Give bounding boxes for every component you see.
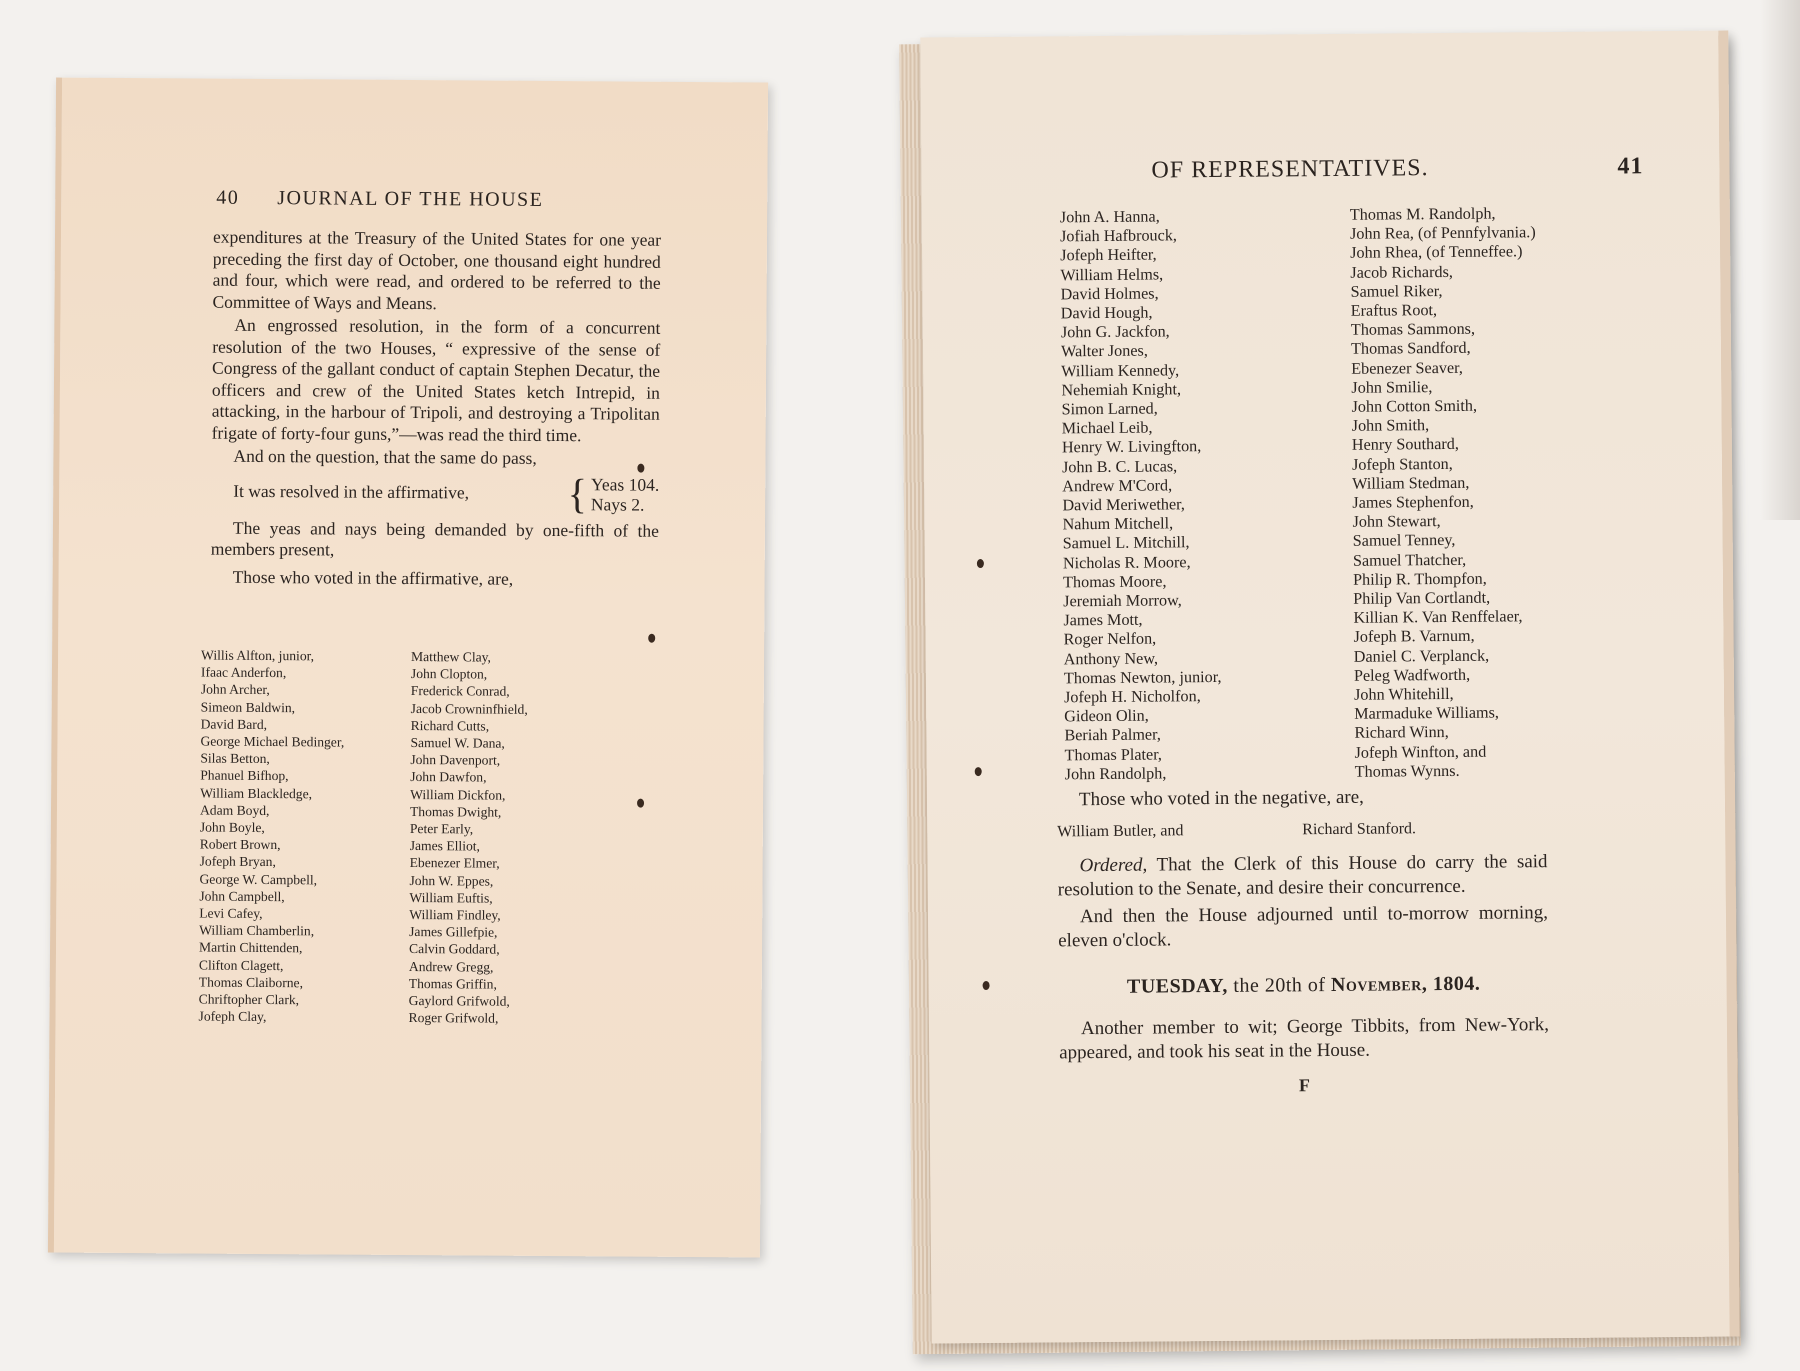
member-name: John Boyle, [199,819,265,836]
member-name: Clifton Clagett, [198,957,284,973]
member-name: Jofeph B. Varnum, [1353,627,1475,647]
member-name: William Euftis, [409,889,493,906]
member-name: Jofeph Winfton, and [1354,742,1487,762]
member-name: Nahum Mitchell, [1062,514,1174,534]
date-heading [1059,971,1549,999]
member-name: Frederick Conrad, [410,683,510,700]
member-name: John Whitehill, [1353,685,1454,704]
member-name: Anthony New, [1063,649,1159,668]
paragraph: The yeas and nays being demanded by one-fifth of the members present, [210,517,660,560]
member-paragraph: Another member to wit; George Tibbits, from New-York, appeared, and took his seat in the House. [1059,1014,1550,1064]
binding-hole [648,634,655,643]
member-name: Samuel W. Dana, [410,735,505,751]
right-page [920,30,1739,1343]
member-name: David Meriwether, [1062,495,1185,515]
member-name: Jeremiah Morrow, [1063,591,1182,611]
member-name: William Helms, [1060,265,1164,284]
member-name: James Mott, [1063,610,1143,630]
left-name-list [198,647,601,1028]
left-head-title: JOURNAL OF THE HOUSE [277,187,544,211]
member-name: Jofiah Hafbrouck, [1059,226,1178,246]
member-name: David Hough, [1060,303,1153,323]
name-column-1 [198,647,391,1027]
member-name: Marmaduke Williams, [1354,703,1500,724]
member-name: Ebenezer Elmer, [409,855,500,872]
member-name: Philip Van Cortlandt, [1353,588,1491,608]
name-column-1 [1060,206,1315,784]
member-name: John Cotton Smith, [1351,396,1478,416]
paragraph: expenditures at the Treasury of the United States for one year preceding the first day of October, one thousand eight hundred and four, which were read, and ordered to be referred to the Committee of Ways and Means. [212,226,662,313]
ordered-text: That the Clerk of this House do carry the said resolution to the Senate, and desire their concurrence. [1057,851,1548,901]
right-name-list [1060,204,1605,785]
left-page-number: 40 [216,186,240,209]
name-column-2 [408,648,601,1028]
member-name: Richard Cutts, [410,717,490,734]
member-name: Eraftus Root, [1350,301,1438,320]
member-name: Jacob Richards, [1350,262,1453,282]
member-name: Thomas Griffin, [408,975,497,992]
member-name: William Chamberlin, [199,922,315,939]
negative-heading: Those who voted in the negative, are, [1078,786,1364,811]
vote-tally [591,474,660,514]
member-name: Michael Leib, [1061,418,1153,438]
member-name: Richard Winn, [1354,723,1449,743]
member-name: Samuel Riker, [1350,281,1443,301]
member-name: Thomas Plater, [1064,745,1163,765]
member-name: John Rea, (of Pennfylvania.) [1349,223,1536,244]
binding-hole [975,767,982,776]
date-mid: the 20th of [1233,974,1326,997]
yeas-count: Yeas 104. [590,473,660,495]
member-name: John Campbell, [199,888,285,904]
member-name: William Kennedy, [1061,360,1180,380]
adjourn-paragraph: And then the House adjourned until to-morrow morning, eleven o'clock. [1058,902,1549,952]
member-name: Jofeph Stanton, [1351,454,1453,474]
member-name: William Stedman, [1352,473,1470,493]
date-year: 1804. [1432,972,1481,996]
member-name: John Stewart, [1352,512,1441,532]
member-name: Samuel Thatcher, [1352,550,1467,570]
member-name: Peter Early, [409,821,474,837]
member-name: Ebenezer Seaver, [1351,358,1463,378]
member-name: Willis Alfton, junior, [201,647,315,664]
member-name: Martin Chittenden, [198,940,303,956]
member-name: Samuel L. Mitchill, [1062,533,1190,553]
member-name: Nicholas R. Moore, [1062,552,1191,572]
member-name: Jofeph Bryan, [199,853,276,870]
member-name: John Smilie, [1351,377,1433,397]
negative-names [1057,816,1547,844]
member-name: Henry W. Livingfton, [1061,437,1202,457]
member-name: Calvin Goddard, [408,941,500,958]
member-name: Gaylord Grifwold, [408,993,510,1009]
member-name: James Stephenfon, [1352,492,1474,512]
member-name: Andrew M'Cord, [1062,476,1173,496]
vote-result [211,469,660,517]
member-name: John A. Hanna, [1059,207,1160,227]
member-name: Thomas Sandford, [1350,339,1471,359]
right-body-text [1057,784,1550,1102]
binding-hole [637,799,644,808]
right-running-head [1151,153,1671,185]
member-name: Peleg Wadfworth, [1353,665,1471,685]
paragraph: An engrossed resolution, in the form of a concurrent resolution of the two Houses, “ expressive of the sense of Congress of the gallant conduct of captain Stephen Decatur, the officers and crew of the United States ketch Intrepid, in attacking, in the harbour of Tripoli, and destroying a Tripolitan frigate of forty-four guns,”—was read the third time. [211,314,661,445]
date-month: November, [1330,973,1428,997]
member-name: Andrew Gregg, [408,958,494,975]
member-name: Simon Larned, [1061,399,1158,419]
member-name: Philip R. Thompfon, [1352,569,1487,589]
member-name: John Randolph, [1064,764,1167,784]
member-name: Walter Jones, [1060,341,1148,361]
resolved-text: It was resolved in the affirmative, [233,480,470,503]
member-name: Gideon Olin, [1064,706,1149,726]
member-name: Roger Grifwold, [408,1010,499,1026]
name-column-2 [1350,204,1605,782]
member-name: Thomas Sammons, [1350,319,1476,340]
member-name: Daniel C. Verplanck, [1353,646,1490,666]
left-body-text [211,227,662,593]
member-name: David Holmes, [1060,284,1159,304]
member-name: Levi Cafey, [199,905,263,922]
member-name: John Clopton, [410,666,488,682]
member-name: John B. C. Lucas, [1061,456,1178,476]
member-name: Jacob Crowninfhield, [410,700,528,717]
date-day: TUESDAY, [1126,974,1228,998]
member-name: Simeon Baldwin, [200,699,296,715]
member-name: Ifaac Anderfon, [200,664,287,681]
member-name: Phanuel Bifhop, [200,767,289,784]
brace-glyph: { [567,469,588,517]
member-name: James Gillefpie, [409,924,498,940]
binding-hole [983,981,990,990]
member-name: Beriah Palmer, [1064,725,1161,745]
member-name: John Rhea, (of Tenneffee.) [1350,242,1523,263]
member-name: John Smith, [1351,416,1430,436]
member-name: Thomas Claiborne, [198,974,304,991]
negative-name: William Butler, and [1057,822,1184,841]
ordered-word: Ordered, [1079,854,1148,877]
nays-count: Nays 2. [590,493,645,515]
member-name: Adam Boyd, [199,802,270,818]
background-shadow [1760,0,1800,520]
member-name: Chriftopher Clark, [198,991,300,1008]
member-name: Killian K. Van Renffelaer, [1353,607,1523,628]
member-name: John Dawfon, [410,769,487,785]
right-head-title: OF REPRESENTATIVES. [1151,155,1429,184]
member-name: Henry Southard, [1351,435,1459,455]
member-name: John W. Eppes, [409,872,494,889]
member-name: William Findley, [409,907,501,923]
member-name: George Michael Bedinger, [200,733,345,750]
member-name: Jofeph Heifter, [1060,245,1157,265]
affirmative-heading: Those who voted in the affirmative, are, [232,566,514,589]
member-name: Nehemiah Knight, [1061,380,1182,400]
signature-mark: F [1298,1075,1311,1096]
member-name: Thomas Moore, [1062,572,1167,592]
member-name: William Dickfon, [410,786,506,803]
binding-hole [977,559,984,568]
member-name: David Bard, [200,716,268,732]
member-name: Roger Nelfon, [1063,629,1157,649]
negative-name: Richard Stanford. [1302,820,1417,839]
member-name: Thomas Newton, junior, [1063,667,1222,688]
member-name: Silas Betton, [200,750,270,767]
member-name: Samuel Tenney, [1352,531,1456,551]
member-name: James Elliot, [409,838,481,854]
member-name: Thomas Wynns. [1354,761,1460,781]
member-name: Jofeph Clay, [198,1008,267,1025]
member-name: William Blackledge, [200,785,313,801]
member-name: Matthew Clay, [411,649,492,665]
member-name: Jofeph H. Nicholfon, [1064,687,1201,707]
member-name: George W. Campbell, [199,871,318,888]
paragraph: And on the question, that the same do pass, [233,445,537,468]
member-name: John Archer, [200,681,270,698]
member-name: Robert Brown, [199,836,281,853]
right-page-number: 41 [1617,153,1644,180]
member-name: Thomas Dwight, [409,803,502,820]
binding-hole [637,464,644,473]
left-page [48,78,768,1258]
ordered-paragraph [1057,850,1547,902]
member-name: Thomas M. Randolph, [1349,204,1496,224]
left-running-head [216,187,716,213]
member-name: John Davenport, [410,752,501,768]
member-name: John G. Jackfon, [1060,322,1170,342]
